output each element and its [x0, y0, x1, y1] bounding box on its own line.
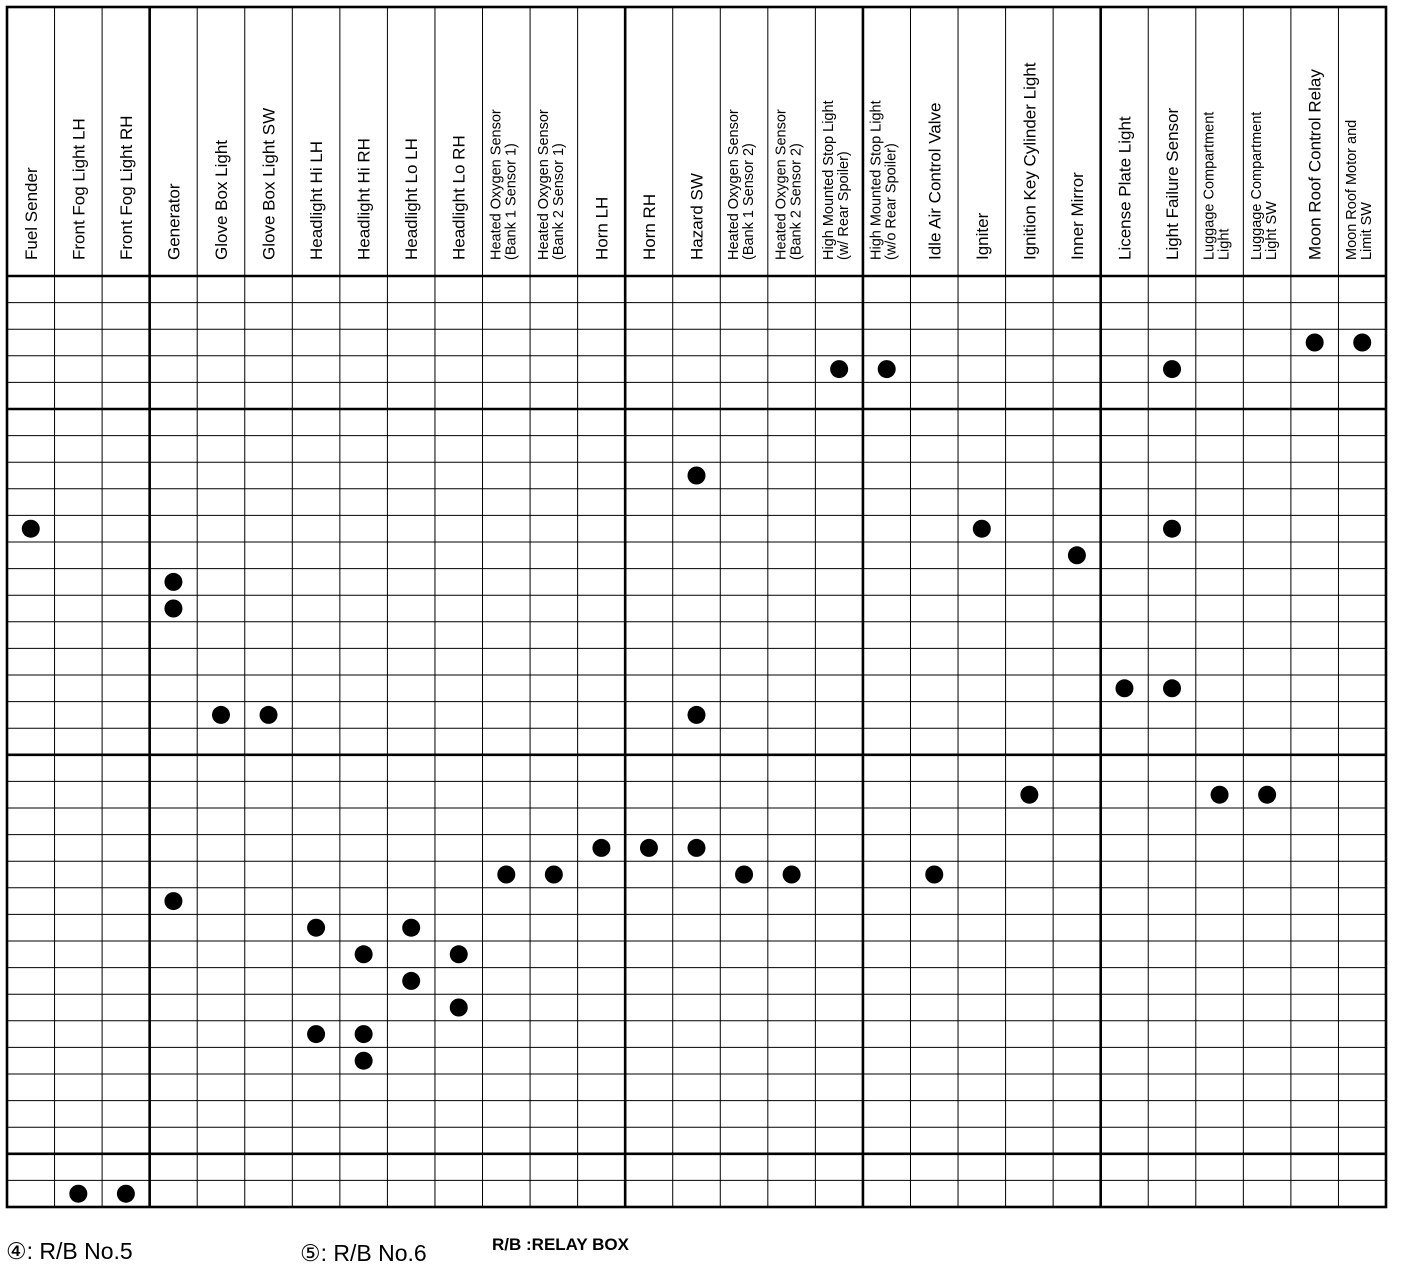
column-label: Heated Oxygen Sensor — [488, 109, 505, 260]
column-header — [1306, 69, 1325, 260]
column-label: Inner Mirror — [1067, 172, 1087, 260]
legend-relay-box-note: R/B :RELAY BOX — [492, 1235, 629, 1254]
connection-dot — [164, 600, 182, 618]
column-label: Moon Roof Motor and — [1344, 119, 1361, 260]
column-label: Headlight Lo RH — [449, 135, 469, 260]
connection-dot — [164, 573, 182, 591]
legend-rb-no5: ④: R/B No.5 — [6, 1238, 133, 1264]
connection-dot — [117, 1185, 135, 1203]
column-header — [1249, 112, 1280, 260]
connection-dot — [688, 706, 706, 724]
column-label: Headlight Hi RH — [354, 138, 374, 260]
column-header — [402, 138, 421, 260]
column-label: Front Fog Light LH — [69, 118, 89, 261]
connection-dot — [450, 945, 468, 963]
column-header — [69, 118, 88, 260]
column-label: (w/ Rear Spoiler) — [836, 151, 853, 260]
column-label: Glove Box Light SW — [259, 107, 279, 260]
connection-dot — [1258, 786, 1276, 804]
connection-dot — [1163, 360, 1181, 378]
column-label: Igniter — [972, 212, 992, 260]
connection-dot — [1306, 334, 1324, 352]
column-header — [1115, 116, 1134, 260]
connection-dot — [1020, 786, 1038, 804]
column-label: Ignition Key Cylinder Light — [1020, 62, 1040, 260]
column-header — [869, 100, 900, 260]
column-header — [925, 103, 944, 260]
column-label: High Mounted Stop Light — [868, 100, 885, 260]
column-label: Headlight Hi LH — [307, 140, 327, 260]
column-label: Generator — [164, 183, 184, 260]
connection-dot — [212, 706, 230, 724]
connection-dot — [640, 839, 658, 857]
column-header — [22, 167, 41, 260]
column-label: Heated Oxygen Sensor — [535, 109, 552, 260]
connection-dot — [688, 467, 706, 485]
column-label: Heated Oxygen Sensor — [773, 109, 790, 260]
column-header — [774, 109, 805, 260]
connection-dot — [545, 866, 563, 884]
column-label: Front Fog Light RH — [116, 115, 136, 260]
column-label: (Bank 1 Sensor 1) — [503, 143, 520, 260]
column-header — [1163, 108, 1182, 260]
column-label: Luggage Compartment — [1201, 111, 1218, 260]
connection-dot — [1211, 786, 1229, 804]
column-header — [1020, 62, 1039, 260]
column-header — [1344, 120, 1375, 260]
connection-dot — [688, 839, 706, 857]
connection-dot — [69, 1185, 87, 1203]
connection-dot — [450, 999, 468, 1017]
column-header — [1202, 112, 1233, 260]
column-header — [592, 197, 611, 260]
connection-dot — [783, 866, 801, 884]
connection-dot — [925, 866, 943, 884]
legend-rb-no6: ⑤: R/B No.6 — [300, 1240, 427, 1266]
column-label: Moon Roof Control Relay — [1305, 69, 1325, 260]
column-label: Light Failure Sensor — [1163, 107, 1183, 260]
connection-dot — [402, 972, 420, 990]
column-header — [821, 100, 852, 260]
connection-dot — [402, 919, 420, 937]
column-label: High Mounted Stop Light — [821, 100, 838, 260]
column-label: Horn RH — [639, 193, 659, 260]
connection-dot — [1115, 679, 1133, 697]
column-label: Glove Box Light — [211, 139, 231, 260]
column-label: Horn LH — [592, 196, 612, 260]
connection-dot — [355, 945, 373, 963]
connection-dot — [307, 1025, 325, 1043]
connection-dot — [260, 706, 278, 724]
connection-dot — [1163, 679, 1181, 697]
column-header — [164, 183, 183, 260]
column-header — [973, 212, 992, 260]
column-label: (w/o Rear Spoiler) — [883, 143, 900, 260]
column-label: (Bank 2 Sensor 2) — [788, 143, 805, 260]
column-label: Fuel Sender — [21, 167, 41, 260]
connection-dot — [355, 1025, 373, 1043]
column-label: License Plate Light — [1115, 116, 1135, 260]
connection-dot — [355, 1052, 373, 1070]
column-label: Headlight Lo LH — [402, 138, 422, 260]
column-header — [640, 194, 659, 260]
column-header — [307, 141, 326, 260]
column-label: Heated Oxygen Sensor — [726, 109, 743, 260]
column-header — [536, 109, 567, 260]
connection-dot — [830, 360, 848, 378]
column-label: (Bank 1 Sensor 2) — [741, 143, 758, 260]
connection-dot — [164, 892, 182, 910]
column-header — [450, 135, 469, 260]
column-header — [688, 173, 707, 260]
connection-dot — [307, 919, 325, 937]
connection-dot — [1068, 546, 1086, 564]
connection-dot — [735, 866, 753, 884]
connection-dot — [973, 520, 991, 538]
column-label: (Bank 2 Sensor 1) — [550, 143, 567, 260]
connection-dot — [592, 839, 610, 857]
column-header — [117, 115, 136, 260]
column-label: Hazard SW — [687, 173, 707, 260]
connection-dot — [1163, 520, 1181, 538]
column-label: Light SW — [1264, 201, 1281, 260]
column-header — [355, 138, 374, 260]
column-header — [212, 140, 231, 260]
connection-dot — [1353, 334, 1371, 352]
column-label: Idle Air Control Valve — [925, 102, 945, 260]
connection-dot — [22, 520, 40, 538]
column-label: Light — [1216, 228, 1233, 260]
column-label: Limit SW — [1359, 202, 1376, 260]
column-header — [260, 108, 279, 260]
column-label: Luggage Compartment — [1249, 111, 1266, 260]
column-header — [726, 109, 757, 260]
connection-dot — [497, 866, 515, 884]
connection-dot — [878, 360, 896, 378]
column-header — [488, 109, 519, 260]
column-header — [1068, 172, 1087, 260]
